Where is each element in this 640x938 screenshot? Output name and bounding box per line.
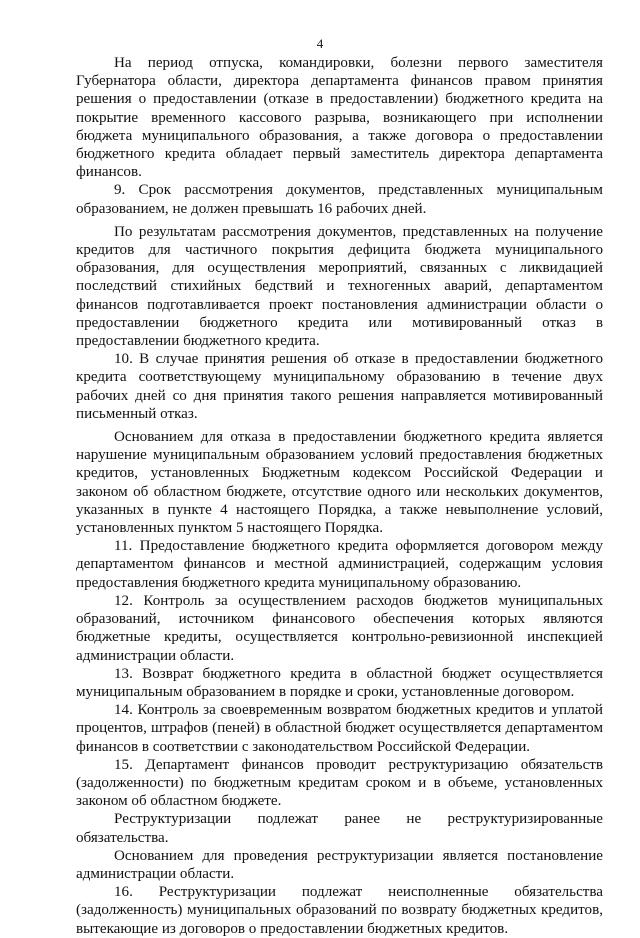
paragraph-16-obligations: 16. Реструктуризации подлежат неисполненные обязательства (задолженность) муниципальных образований по возврату бюджетных кредитов, вытекающие из договоров о предоставлении бюджетных кредитов. bbox=[76, 884, 603, 937]
paragraph-restructuring-scope: Реструктуризации подлежат ранее не реструктуризированные обязательства. bbox=[76, 811, 603, 846]
paragraph-9-review-period: 9. Срок рассмотрения документов, представленных муниципальным образованием, не должен превышать 16 рабочих дней. bbox=[76, 182, 603, 217]
paragraph-15-restructuring: 15. Департамент финансов проводит реструктуризацию обязательств (задолженности) по бюджетным кредитам сроком и в объеме, установленных законом об областном бюджете. bbox=[76, 756, 603, 810]
paragraph-14-repayment-control: 14. Контроль за своевременным возвратом бюджетных кредитов и уплатой процентов, штрафов (пеней) в областной бюджет осуществляется департаментом финансов в соответствии с законодательством Российской Федерации. bbox=[76, 702, 603, 755]
paragraph-13-repayment: 13. Возврат бюджетного кредита в областной бюджет осуществляется муниципальным образованием в порядке и сроки, установленные договором. bbox=[76, 665, 603, 700]
scan-mark bbox=[190, 888, 192, 900]
paragraph-restructuring-basis: Основанием для проведения реструктуризации является постановление администрации области. bbox=[76, 847, 603, 882]
document-body bbox=[76, 54, 603, 938]
paragraph-11-agreement: 11. Предоставление бюджетного кредита оформляется договором между департаментом финансов и местной администрацией, содержащим условия предоставления бюджетного кредита муниципальному образованию. bbox=[76, 538, 603, 591]
paragraph-12-control: 12. Контроль за осуществлением расходов бюджетов муниципальных образований, источником финансового обеспечения которых являются бюджетные кредиты, осуществляется контрольно-ревизионной инспекцией администрации области. bbox=[76, 592, 603, 664]
paragraph-10-refusal: 10. В случае принятия решения об отказе в предоставлении бюджетного кредита соответствующему муниципальному образованию в течение двух рабочих дней со дня принятия такого решения направляется мотивированный письменный отказ. bbox=[76, 351, 603, 422]
paragraph-review-results: По результатам рассмотрения документов, представленных на получение кредитов для частичного покрытия дефицита бюджета муниципального образования, для осуществления мероприятий, связанных с ликвидацией последствий стихийных бедствий и техногенных аварий, департаментом финансов подготавливается проект постановления администрации области о предоставлении бюджетного кредита или мотивированный отказ в предоставлении бюджетного кредита. bbox=[76, 223, 603, 350]
paragraph-acting-authority: На период отпуска, командировки, болезни первого заместителя Губернатора области, директора департамента финансов правом принятия решения о предоставлении (отказе в предоставлении) бюджетного кредита на покрытие временного кассового разрыва, возникающего при исполнении бюджета муниципального образования, а также договора о предоставлении бюджетного кредита обладает первый заместитель директора департамента финансов. bbox=[76, 55, 603, 181]
paragraph-refusal-grounds: Основанием для отказа в предоставлении бюджетного кредита является нарушение муниципальным образованием условий предоставления бюджетных кредитов, установленных Бюджетным кодексом Российской Федерации и законом об областном бюджете, отсутствие одного или нескольких документов, указанных в пункте 4 настоящего Порядка, а также невыполнение условий, установленных пунктом 5 настоящего Порядка. bbox=[76, 429, 603, 537]
page-number: 4 bbox=[316, 36, 324, 51]
